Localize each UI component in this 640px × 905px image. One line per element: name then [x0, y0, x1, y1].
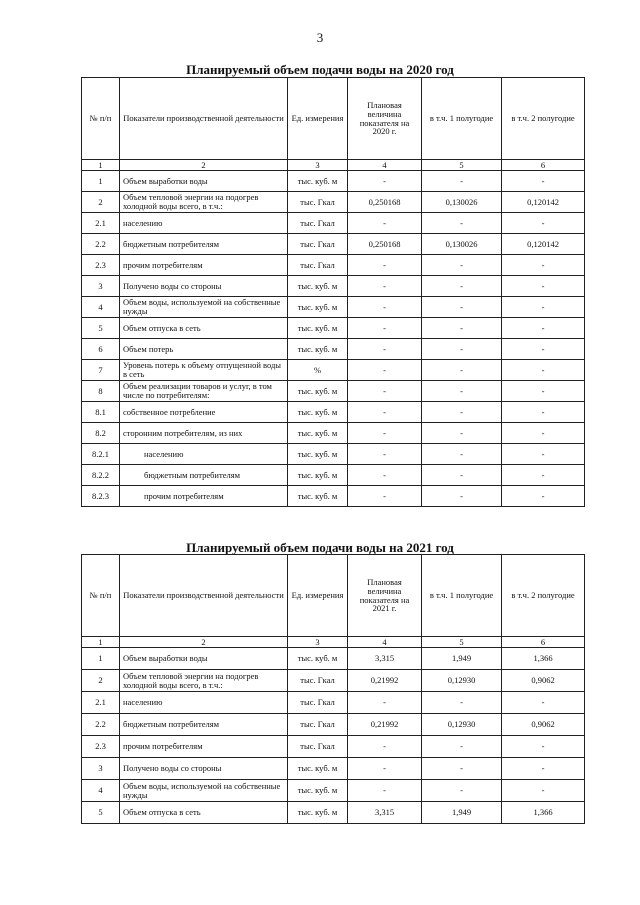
- row-unit: тыс. куб. м: [288, 758, 348, 780]
- row-second-half-value: -: [502, 758, 585, 780]
- row-first-half-value: 0,130026: [422, 234, 502, 255]
- row-second-half-value: -: [502, 736, 585, 758]
- table-row: [82, 213, 585, 234]
- header-unit: Ед. измерения: [288, 555, 348, 637]
- table-row: [82, 360, 585, 381]
- table-title-2021: Планируемый объем подачи воды на 2021 год: [186, 540, 454, 555]
- row-number: 8.2.3: [82, 486, 120, 507]
- row-number: 2: [82, 192, 120, 213]
- row-number: 2.1: [82, 213, 120, 234]
- row-second-half-value: -: [502, 171, 585, 192]
- row-number: 8.1: [82, 402, 120, 423]
- row-first-half-value: -: [422, 692, 502, 714]
- row-indicator: Объем выработки воды: [120, 648, 288, 670]
- row-plan-value: -: [348, 360, 422, 381]
- header-first-half: в т.ч. 1 полугодие: [422, 555, 502, 637]
- row-first-half-value: -: [422, 339, 502, 360]
- row-first-half-value: -: [422, 736, 502, 758]
- row-first-half-value: -: [422, 423, 502, 444]
- row-second-half-value: -: [502, 444, 585, 465]
- row-plan-value: -: [348, 318, 422, 339]
- row-first-half-value: -: [422, 213, 502, 234]
- water-supply-table-2021: [81, 554, 585, 824]
- row-number: 2.2: [82, 234, 120, 255]
- row-plan-value: 3,315: [348, 802, 422, 824]
- table-row: [82, 318, 585, 339]
- header-plan: Плановая величина показателя на 2021 г.: [348, 555, 422, 637]
- row-first-half-value: -: [422, 276, 502, 297]
- row-first-half-value: -: [422, 297, 502, 318]
- row-unit: тыс. Гкал: [288, 736, 348, 758]
- row-plan-value: -: [348, 381, 422, 402]
- row-plan-value: -: [348, 465, 422, 486]
- row-second-half-value: -: [502, 486, 585, 507]
- row-number: 5: [82, 802, 120, 824]
- row-second-half-value: -: [502, 465, 585, 486]
- table-row: [82, 297, 585, 318]
- row-unit: тыс. куб. м: [288, 444, 348, 465]
- row-plan-value: 0,250168: [348, 192, 422, 213]
- row-plan-value: -: [348, 758, 422, 780]
- table-row: [82, 192, 585, 213]
- row-plan-value: -: [348, 339, 422, 360]
- row-unit: тыс. куб. м: [288, 276, 348, 297]
- row-indicator: Объем отпуска в сеть: [120, 802, 288, 824]
- row-unit: тыс. куб. м: [288, 381, 348, 402]
- row-indicator: бюджетным потребителям: [120, 465, 288, 486]
- row-unit: тыс. куб. м: [288, 648, 348, 670]
- row-indicator: бюджетным потребителям: [120, 234, 288, 255]
- row-second-half-value: -: [502, 402, 585, 423]
- row-unit: тыс. куб. м: [288, 486, 348, 507]
- row-plan-value: -: [348, 736, 422, 758]
- column-number: 5: [422, 637, 502, 648]
- column-number: 2: [120, 637, 288, 648]
- row-first-half-value: -: [422, 758, 502, 780]
- row-number: 6: [82, 339, 120, 360]
- row-unit: тыс. куб. м: [288, 297, 348, 318]
- column-number: 6: [502, 637, 585, 648]
- row-number: 8: [82, 381, 120, 402]
- row-first-half-value: -: [422, 318, 502, 339]
- column-number-row: [82, 637, 585, 648]
- row-number: 3: [82, 276, 120, 297]
- header-second-half: в т.ч. 2 полугодие: [502, 78, 585, 160]
- table-row: [82, 802, 585, 824]
- table-row: [82, 339, 585, 360]
- column-number: 3: [288, 637, 348, 648]
- row-number: 2.2: [82, 714, 120, 736]
- row-number: 5: [82, 318, 120, 339]
- table-header-row: [82, 78, 585, 160]
- column-number: 3: [288, 160, 348, 171]
- row-first-half-value: -: [422, 381, 502, 402]
- row-second-half-value: 1,366: [502, 648, 585, 670]
- table-row: [82, 171, 585, 192]
- water-supply-table-2020: [81, 77, 585, 507]
- row-unit: тыс. куб. м: [288, 402, 348, 423]
- row-number: 8.2: [82, 423, 120, 444]
- row-plan-value: -: [348, 402, 422, 423]
- row-plan-value: -: [348, 444, 422, 465]
- row-plan-value: -: [348, 780, 422, 802]
- row-number: 4: [82, 297, 120, 318]
- row-indicator: Объем потерь: [120, 339, 288, 360]
- column-number: 1: [82, 637, 120, 648]
- table-row: [82, 402, 585, 423]
- table-row: [82, 255, 585, 276]
- row-indicator: населению: [120, 213, 288, 234]
- row-number: 2.3: [82, 255, 120, 276]
- row-second-half-value: 0,120142: [502, 192, 585, 213]
- row-indicator: сторонним потребителям, из них: [120, 423, 288, 444]
- row-first-half-value: 0,12930: [422, 670, 502, 692]
- row-second-half-value: -: [502, 780, 585, 802]
- row-number: 4: [82, 780, 120, 802]
- row-unit: тыс. Гкал: [288, 234, 348, 255]
- row-indicator: населению: [120, 444, 288, 465]
- row-second-half-value: 0,120142: [502, 234, 585, 255]
- row-plan-value: -: [348, 255, 422, 276]
- row-unit: тыс. куб. м: [288, 780, 348, 802]
- row-second-half-value: -: [502, 692, 585, 714]
- row-number: 2.1: [82, 692, 120, 714]
- row-indicator: Объем выработки воды: [120, 171, 288, 192]
- row-unit: тыс. куб. м: [288, 802, 348, 824]
- row-plan-value: 3,315: [348, 648, 422, 670]
- table-row: [82, 758, 585, 780]
- table-row: [82, 780, 585, 802]
- row-unit: тыс. Гкал: [288, 192, 348, 213]
- row-first-half-value: -: [422, 360, 502, 381]
- row-number: 8.2.2: [82, 465, 120, 486]
- header-plan: Плановая величина показателя на 2020 г.: [348, 78, 422, 160]
- row-second-half-value: -: [502, 255, 585, 276]
- row-unit: тыс. Гкал: [288, 670, 348, 692]
- header-num: № п/п: [82, 555, 120, 637]
- row-first-half-value: 1,949: [422, 648, 502, 670]
- row-second-half-value: -: [502, 213, 585, 234]
- row-second-half-value: -: [502, 339, 585, 360]
- column-number: 2: [120, 160, 288, 171]
- table-row: [82, 714, 585, 736]
- header-indicator: Показатели производственной деятельности: [120, 555, 288, 637]
- row-indicator: прочим потребителям: [120, 255, 288, 276]
- row-second-half-value: 0,9062: [502, 714, 585, 736]
- column-number-row: [82, 160, 585, 171]
- row-first-half-value: -: [422, 465, 502, 486]
- table-row: [82, 423, 585, 444]
- row-number: 1: [82, 171, 120, 192]
- table-row: [82, 465, 585, 486]
- row-second-half-value: -: [502, 381, 585, 402]
- header-first-half: в т.ч. 1 полугодие: [422, 78, 502, 160]
- row-second-half-value: -: [502, 360, 585, 381]
- row-indicator: Объем отпуска в сеть: [120, 318, 288, 339]
- row-indicator: Уровень потерь к объему отпущенной воды в сеть: [120, 360, 288, 381]
- table-row: [82, 648, 585, 670]
- row-indicator: Объем тепловой энергии на подогрев холодной воды всего, в т.ч.:: [120, 670, 288, 692]
- row-second-half-value: -: [502, 423, 585, 444]
- table-header-row: [82, 555, 585, 637]
- row-indicator: населению: [120, 692, 288, 714]
- row-indicator: Объем воды, используемой на собственные нужды: [120, 780, 288, 802]
- row-unit: тыс. куб. м: [288, 339, 348, 360]
- header-unit: Ед. измерения: [288, 78, 348, 160]
- row-unit: тыс. куб. м: [288, 423, 348, 444]
- table-row: [82, 444, 585, 465]
- row-indicator: бюджетным потребителям: [120, 714, 288, 736]
- row-unit: тыс. Гкал: [288, 255, 348, 276]
- row-first-half-value: -: [422, 444, 502, 465]
- row-first-half-value: -: [422, 171, 502, 192]
- column-number: 6: [502, 160, 585, 171]
- row-number: 1: [82, 648, 120, 670]
- column-number: 1: [82, 160, 120, 171]
- row-number: 2: [82, 670, 120, 692]
- table-title-2020: Планируемый объем подачи воды на 2020 год: [186, 62, 454, 77]
- row-plan-value: 0,21992: [348, 714, 422, 736]
- row-indicator: собственное потребление: [120, 402, 288, 423]
- row-second-half-value: 0,9062: [502, 670, 585, 692]
- row-unit: тыс. Гкал: [288, 213, 348, 234]
- row-unit: тыс. куб. м: [288, 465, 348, 486]
- header-second-half: в т.ч. 2 полугодие: [502, 555, 585, 637]
- row-unit: тыс. куб. м: [288, 318, 348, 339]
- row-second-half-value: -: [502, 276, 585, 297]
- row-indicator: Получено воды со стороны: [120, 276, 288, 297]
- row-first-half-value: -: [422, 402, 502, 423]
- row-plan-value: -: [348, 213, 422, 234]
- table-row: [82, 692, 585, 714]
- row-plan-value: 0,21992: [348, 670, 422, 692]
- row-plan-value: -: [348, 692, 422, 714]
- row-second-half-value: -: [502, 297, 585, 318]
- row-indicator: Получено воды со стороны: [120, 758, 288, 780]
- row-number: 7: [82, 360, 120, 381]
- row-plan-value: -: [348, 171, 422, 192]
- row-first-half-value: -: [422, 486, 502, 507]
- row-first-half-value: 0,12930: [422, 714, 502, 736]
- row-plan-value: -: [348, 276, 422, 297]
- header-indicator: Показатели производственной деятельности: [120, 78, 288, 160]
- row-first-half-value: 1,949: [422, 802, 502, 824]
- table-row: [82, 381, 585, 402]
- row-indicator: прочим потребителям: [120, 736, 288, 758]
- table-row: [82, 276, 585, 297]
- row-second-half-value: 1,366: [502, 802, 585, 824]
- row-plan-value: -: [348, 423, 422, 444]
- table-row: [82, 234, 585, 255]
- row-unit: тыс. Гкал: [288, 692, 348, 714]
- row-indicator: прочим потребителям: [120, 486, 288, 507]
- column-number: 4: [348, 637, 422, 648]
- table-row: [82, 670, 585, 692]
- row-unit: %: [288, 360, 348, 381]
- table-row: [82, 486, 585, 507]
- row-number: 2.3: [82, 736, 120, 758]
- row-first-half-value: -: [422, 780, 502, 802]
- table-row: [82, 736, 585, 758]
- row-plan-value: -: [348, 297, 422, 318]
- row-indicator: Объем тепловой энергии на подогрев холодной воды всего, в т.ч.:: [120, 192, 288, 213]
- row-indicator: Объем реализации товаров и услуг, в том числе по потребителям:: [120, 381, 288, 402]
- column-number: 4: [348, 160, 422, 171]
- page-number: 3: [316, 30, 324, 45]
- row-indicator: Объем воды, используемой на собственные нужды: [120, 297, 288, 318]
- row-plan-value: -: [348, 486, 422, 507]
- row-first-half-value: 0,130026: [422, 192, 502, 213]
- row-first-half-value: -: [422, 255, 502, 276]
- row-second-half-value: -: [502, 318, 585, 339]
- row-plan-value: 0,250168: [348, 234, 422, 255]
- row-number: 8.2.1: [82, 444, 120, 465]
- row-unit: тыс. куб. м: [288, 171, 348, 192]
- row-number: 3: [82, 758, 120, 780]
- column-number: 5: [422, 160, 502, 171]
- row-unit: тыс. Гкал: [288, 714, 348, 736]
- header-num: № п/п: [82, 78, 120, 160]
